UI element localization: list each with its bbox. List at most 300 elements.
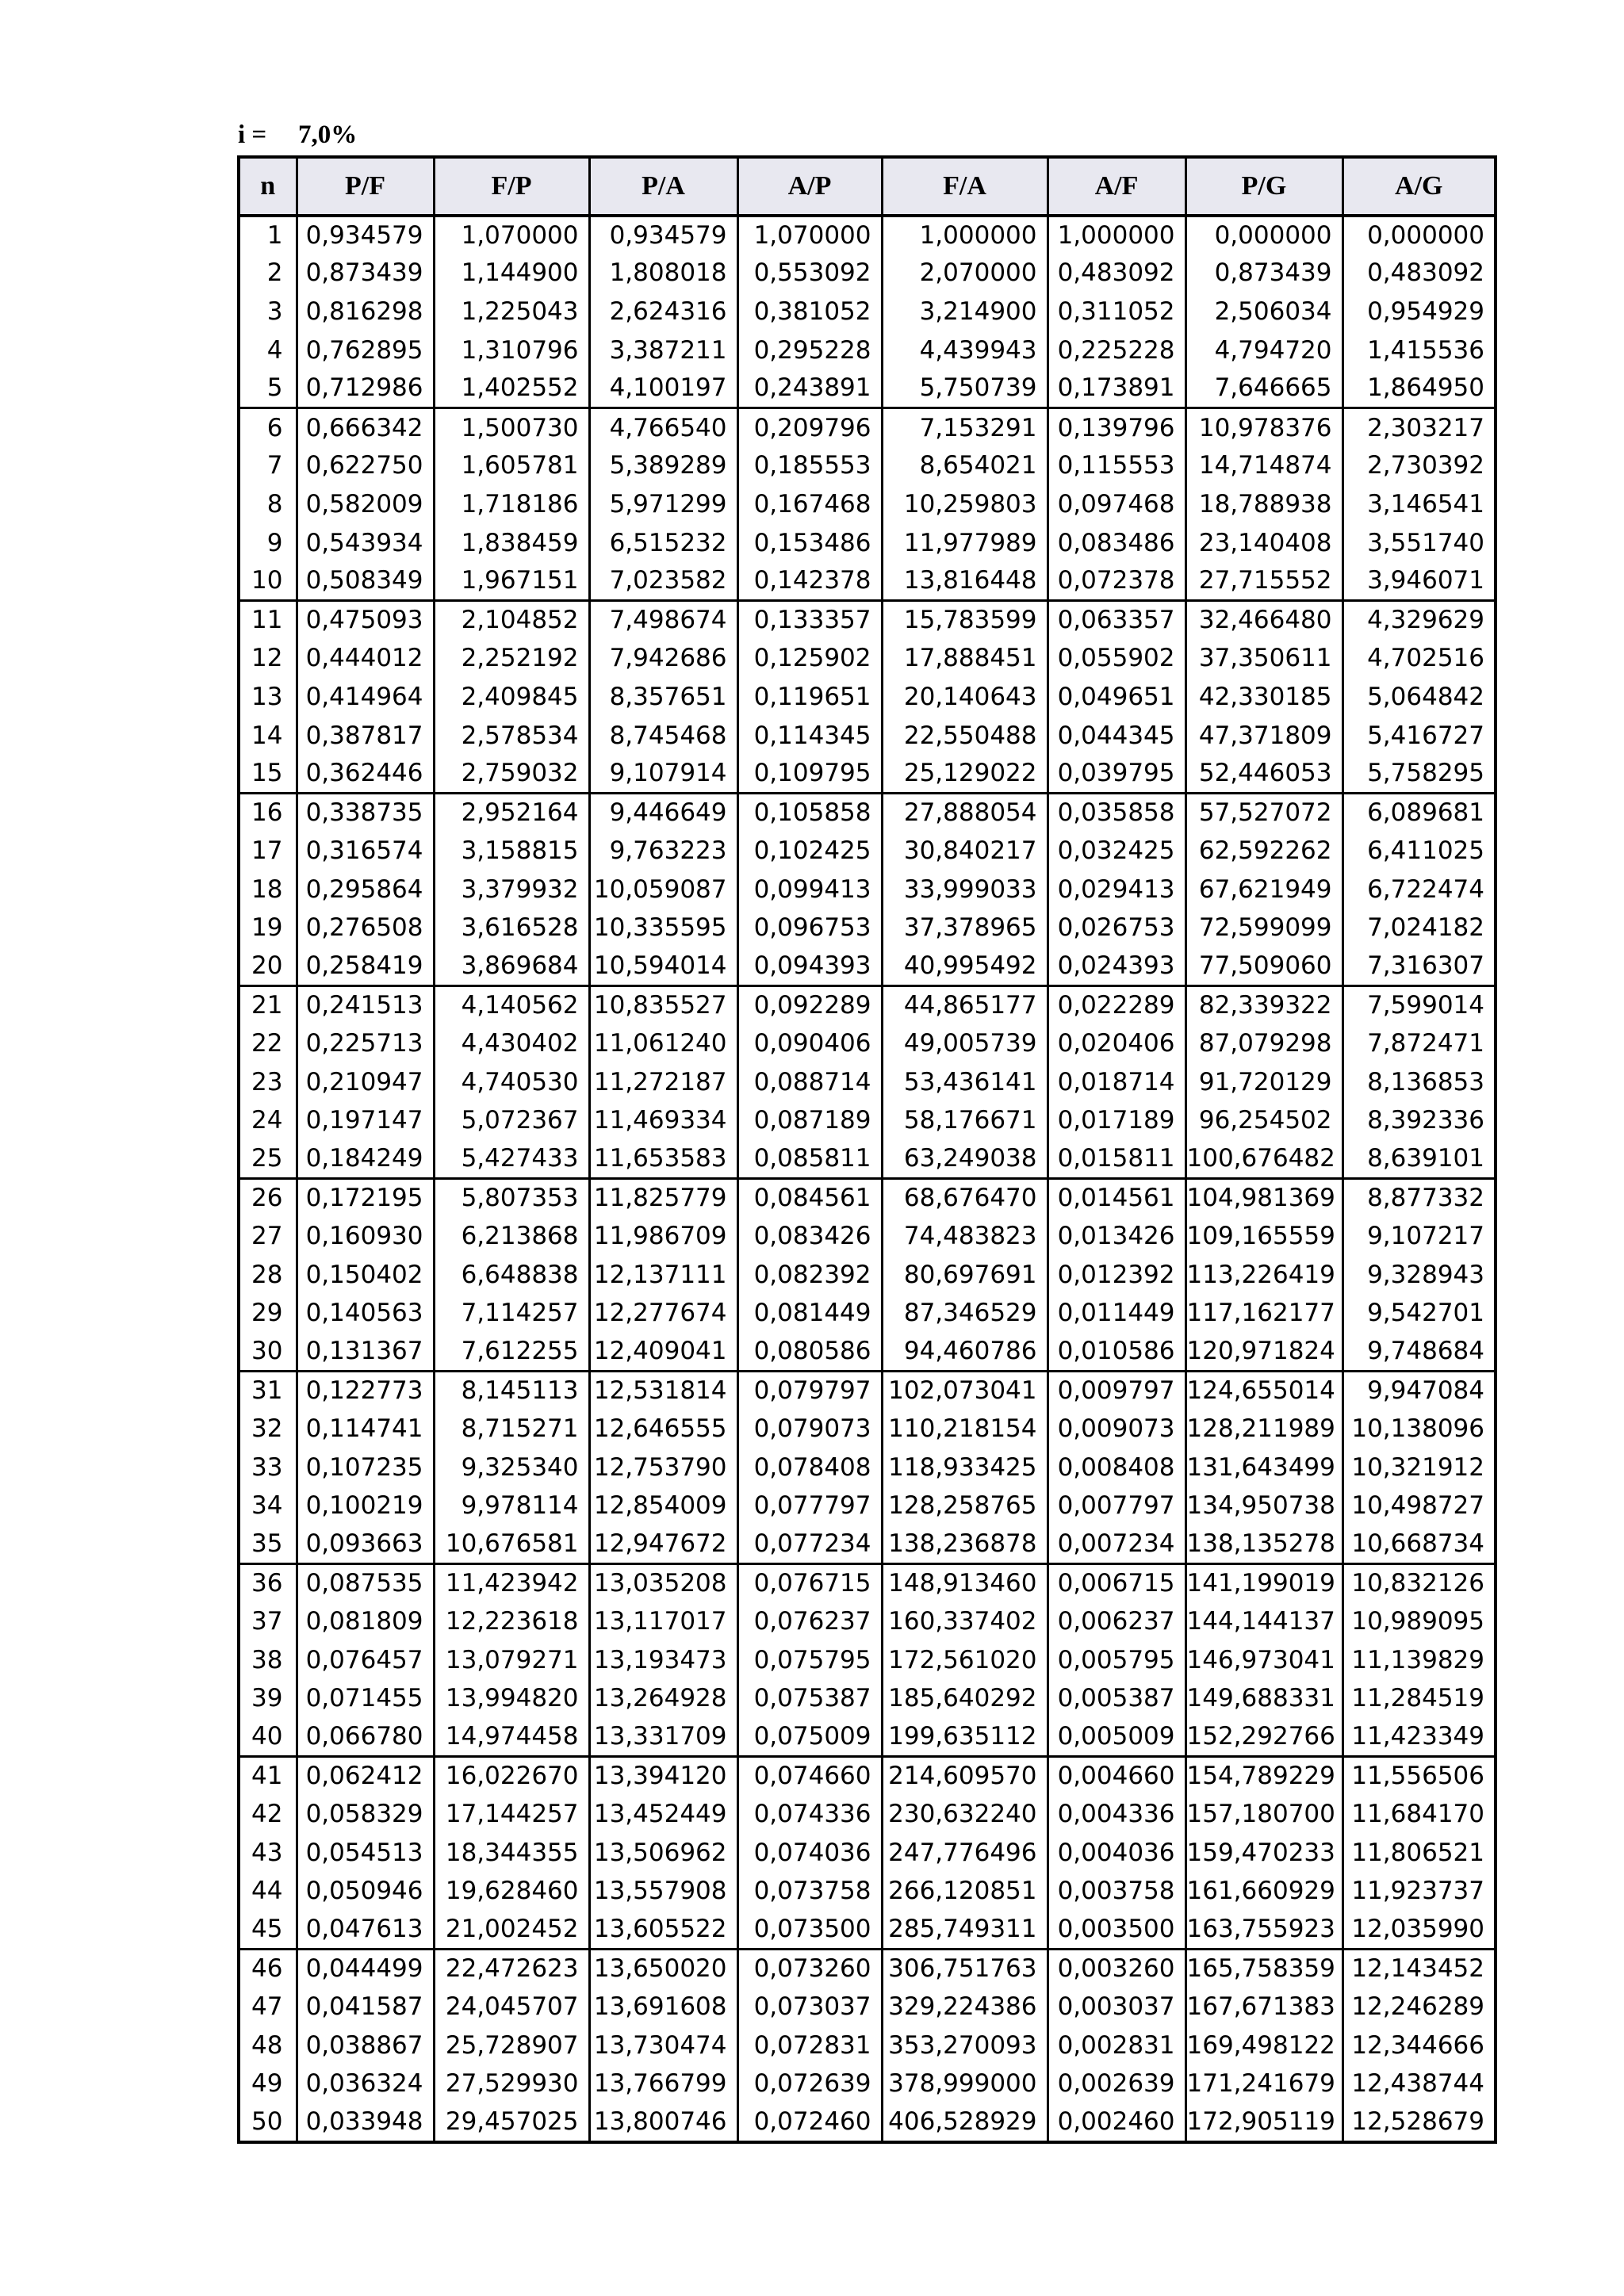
factor-cell: 13,557908: [589, 1873, 737, 1911]
factor-cell: 27,529930: [434, 2065, 589, 2104]
factor-cell: 0,077234: [737, 1525, 882, 1564]
period-cell: 6: [239, 408, 297, 447]
factor-cell: 96,254502: [1185, 1102, 1342, 1141]
table-row: [239, 216, 1496, 254]
factor-cell: 2,952164: [434, 794, 589, 832]
period-cell: 20: [239, 947, 297, 986]
factor-cell: 0,036324: [297, 2065, 434, 2104]
factor-cell: 63,249038: [882, 1140, 1048, 1179]
factor-cell: 5,971299: [589, 485, 737, 524]
factor-cell: 0,014561: [1048, 1179, 1185, 1218]
factor-cell: 0,081449: [737, 1295, 882, 1334]
period-cell: 19: [239, 909, 297, 948]
factor-cell: 0,210947: [297, 1063, 434, 1102]
factor-cell: 0,039795: [1048, 755, 1185, 794]
factor-cell: 0,029413: [1048, 871, 1185, 909]
factor-cell: 0,114345: [737, 717, 882, 756]
factor-cell: 18,344355: [434, 1834, 589, 1873]
period-cell: 38: [239, 1641, 297, 1680]
factor-cell: 0,004336: [1048, 1795, 1185, 1834]
factor-cell: 1,225043: [434, 293, 589, 331]
factor-cell: 131,643499: [1185, 1448, 1342, 1487]
period-cell: 34: [239, 1487, 297, 1526]
factor-cell: 0,934579: [297, 216, 434, 254]
period-cell: 27: [239, 1217, 297, 1256]
factor-cell: 9,978114: [434, 1487, 589, 1526]
factor-cell: 2,759032: [434, 755, 589, 794]
table-row: [239, 447, 1496, 486]
factor-cell: 138,135278: [1185, 1525, 1342, 1564]
factor-cell: 0,007797: [1048, 1487, 1185, 1526]
interest-rate-label: i =: [238, 121, 267, 149]
factor-cell: 1,000000: [1048, 216, 1185, 254]
factor-cell: 0,078408: [737, 1448, 882, 1487]
factor-cell: 0,167468: [737, 485, 882, 524]
factor-cell: 24,045707: [434, 1988, 589, 2026]
factor-cell: 0,020406: [1048, 1024, 1185, 1063]
factor-cell: 37,378965: [882, 909, 1048, 948]
table-row: [239, 1333, 1496, 1372]
factor-cell: 128,211989: [1185, 1410, 1342, 1448]
factor-cell: 7,114257: [434, 1295, 589, 1334]
table-row: [239, 1372, 1496, 1410]
factor-cell: 0,140563: [297, 1295, 434, 1334]
factor-cell: 0,004660: [1048, 1757, 1185, 1796]
factor-cell: 4,766540: [589, 408, 737, 447]
factor-cell: 0,387817: [297, 717, 434, 756]
factor-cell: 4,329629: [1342, 601, 1496, 640]
factor-cell: 0,054513: [297, 1834, 434, 1873]
table-row: [239, 717, 1496, 756]
factor-cell: 22,550488: [882, 717, 1048, 756]
factor-cell: 3,379932: [434, 871, 589, 909]
factor-cell: 8,136853: [1342, 1063, 1496, 1102]
factor-cell: 19,628460: [434, 1873, 589, 1911]
table-row: [239, 1217, 1496, 1256]
factor-cell: 0,093663: [297, 1525, 434, 1564]
factor-cell: 0,483092: [1048, 254, 1185, 293]
factor-cell: 0,012392: [1048, 1256, 1185, 1295]
factor-cell: 0,011449: [1048, 1295, 1185, 1334]
factor-cell: 10,138096: [1342, 1410, 1496, 1448]
period-cell: 29: [239, 1295, 297, 1334]
factor-cell: 10,498727: [1342, 1487, 1496, 1526]
factor-cell: 3,946071: [1342, 562, 1496, 601]
factor-cell: 0,006715: [1048, 1564, 1185, 1603]
factor-cell: 199,635112: [882, 1718, 1048, 1757]
period-cell: 36: [239, 1564, 297, 1603]
factor-cell: 0,079797: [737, 1372, 882, 1410]
factor-cell: 77,509060: [1185, 947, 1342, 986]
factor-cell: 7,646665: [1185, 369, 1342, 408]
factor-cell: 306,751763: [882, 1950, 1048, 1988]
factor-cell: 0,076457: [297, 1641, 434, 1680]
factor-cell: 148,913460: [882, 1564, 1048, 1603]
factor-cell: 144,144137: [1185, 1602, 1342, 1641]
factor-cell: 12,246289: [1342, 1988, 1496, 2026]
factor-cell: 0,063357: [1048, 601, 1185, 640]
factor-cell: 1,838459: [434, 524, 589, 563]
factor-cell: 0,873439: [297, 254, 434, 293]
period-cell: 14: [239, 717, 297, 756]
table-row: [239, 794, 1496, 832]
factor-cell: 8,745468: [589, 717, 737, 756]
factor-cell: 11,061240: [589, 1024, 737, 1063]
factor-cell: 0,049651: [1048, 678, 1185, 717]
factor-cell: 13,766799: [589, 2065, 737, 2104]
factor-cell: 13,394120: [589, 1757, 737, 1796]
factor-cell: 25,728907: [434, 2026, 589, 2065]
factor-cell: 0,003037: [1048, 1988, 1185, 2026]
table-row: [239, 1950, 1496, 1988]
period-cell: 49: [239, 2065, 297, 2104]
table-row: [239, 1487, 1496, 1526]
factor-cell: 11,272187: [589, 1063, 737, 1102]
table-row: [239, 1680, 1496, 1719]
factor-cell: 138,236878: [882, 1525, 1048, 1564]
factor-cell: 0,075387: [737, 1680, 882, 1719]
factor-cell: 0,009797: [1048, 1372, 1185, 1410]
factor-cell: 4,100197: [589, 369, 737, 408]
period-cell: 28: [239, 1256, 297, 1295]
factor-cell: 8,639101: [1342, 1140, 1496, 1179]
table-row: [239, 1757, 1496, 1796]
table-row: [239, 1795, 1496, 1834]
period-cell: 11: [239, 601, 297, 640]
factor-cell: 23,140408: [1185, 524, 1342, 563]
factor-cell: 4,140562: [434, 986, 589, 1025]
factor-cell: 3,158815: [434, 832, 589, 871]
factor-cell: 13,691608: [589, 1988, 737, 2026]
factor-cell: 0,073500: [737, 1911, 882, 1950]
factor-cell: 1,500730: [434, 408, 589, 447]
period-cell: 41: [239, 1757, 297, 1796]
factor-cell: 9,325340: [434, 1448, 589, 1487]
factor-cell: 4,430402: [434, 1024, 589, 1063]
factor-cell: 0,000000: [1342, 216, 1496, 254]
factor-cell: 2,070000: [882, 254, 1048, 293]
factor-cell: 0,071455: [297, 1680, 434, 1719]
factor-cell: 11,284519: [1342, 1680, 1496, 1719]
factor-cell: 9,107217: [1342, 1217, 1496, 1256]
factor-cell: 0,094393: [737, 947, 882, 986]
period-cell: 40: [239, 1718, 297, 1757]
factor-cell: 6,213868: [434, 1217, 589, 1256]
factor-cell: 47,371809: [1185, 717, 1342, 756]
factor-cell: 110,218154: [882, 1410, 1048, 1448]
factor-cell: 0,088714: [737, 1063, 882, 1102]
factor-cell: 10,594014: [589, 947, 737, 986]
factor-cell: 9,947084: [1342, 1372, 1496, 1410]
factor-cell: 13,994820: [434, 1680, 589, 1719]
factor-cell: 49,005739: [882, 1024, 1048, 1063]
factor-cell: 1,605781: [434, 447, 589, 486]
period-cell: 16: [239, 794, 297, 832]
factor-cell: 104,981369: [1185, 1179, 1342, 1218]
factor-cell: 0,073758: [737, 1873, 882, 1911]
table-header-row: [239, 157, 1496, 216]
factor-cell: 7,316307: [1342, 947, 1496, 986]
factor-cell: 0,100219: [297, 1487, 434, 1526]
factor-cell: 0,002831: [1048, 2026, 1185, 2065]
factor-cell: 11,986709: [589, 1217, 737, 1256]
factor-cell: 0,062412: [297, 1757, 434, 1796]
factor-cell: 6,515232: [589, 524, 737, 563]
factor-cell: 7,942686: [589, 640, 737, 679]
table-row: [239, 1140, 1496, 1179]
factor-cell: 3,616528: [434, 909, 589, 948]
factor-cell: 0,102425: [737, 832, 882, 871]
factor-cell: 8,145113: [434, 1372, 589, 1410]
factor-cell: 40,995492: [882, 947, 1048, 986]
factor-cell: 11,806521: [1342, 1834, 1496, 1873]
factor-cell: 0,075795: [737, 1641, 882, 1680]
factor-cell: 17,888451: [882, 640, 1048, 679]
period-cell: 12: [239, 640, 297, 679]
table-row: [239, 1256, 1496, 1295]
factor-cell: 0,079073: [737, 1410, 882, 1448]
table-row: [239, 755, 1496, 794]
factor-cell: 0,241513: [297, 986, 434, 1025]
factor-cell: 146,973041: [1185, 1641, 1342, 1680]
factor-cell: 13,605522: [589, 1911, 737, 1950]
factor-cell: 128,258765: [882, 1487, 1048, 1526]
factor-cell: 7,612255: [434, 1333, 589, 1372]
factor-cell: 0,114741: [297, 1410, 434, 1448]
period-cell: 13: [239, 678, 297, 717]
factor-cell: 0,816298: [297, 293, 434, 331]
factor-cell: 0,762895: [297, 331, 434, 370]
table-row: [239, 1410, 1496, 1448]
table-body: [239, 216, 1496, 2142]
period-cell: 35: [239, 1525, 297, 1564]
factor-cell: 29,457025: [434, 2103, 589, 2142]
factor-cell: 32,466480: [1185, 601, 1342, 640]
factor-cell: 0,083426: [737, 1217, 882, 1256]
factor-cell: 8,392336: [1342, 1102, 1496, 1141]
factor-cell: 171,241679: [1185, 2065, 1342, 2104]
factor-cell: 0,066780: [297, 1718, 434, 1757]
factor-cell: 12,753790: [589, 1448, 737, 1487]
factor-cell: 0,084561: [737, 1179, 882, 1218]
factor-cell: 353,270093: [882, 2026, 1048, 2065]
factor-cell: 0,073037: [737, 1988, 882, 2026]
factor-cell: 266,120851: [882, 1873, 1048, 1911]
factor-cell: 0,008408: [1048, 1448, 1185, 1487]
table-row: [239, 909, 1496, 948]
factor-cell: 10,259803: [882, 485, 1048, 524]
factor-cell: 1,402552: [434, 369, 589, 408]
factor-cell: 141,199019: [1185, 1564, 1342, 1603]
factor-cell: 160,337402: [882, 1602, 1048, 1641]
factor-cell: 74,483823: [882, 1217, 1048, 1256]
factor-cell: 25,129022: [882, 755, 1048, 794]
period-cell: 9: [239, 524, 297, 563]
interest-factor-table: [237, 155, 1497, 2144]
period-cell: 33: [239, 1448, 297, 1487]
factor-cell: 11,139829: [1342, 1641, 1496, 1680]
factor-cell: 0,133357: [737, 601, 882, 640]
period-cell: 22: [239, 1024, 297, 1063]
period-cell: 15: [239, 755, 297, 794]
factor-cell: 159,470233: [1185, 1834, 1342, 1873]
factor-cell: 13,331709: [589, 1718, 737, 1757]
period-cell: 7: [239, 447, 297, 486]
factor-cell: 0,024393: [1048, 947, 1185, 986]
factor-cell: 14,974458: [434, 1718, 589, 1757]
factor-cell: 4,702516: [1342, 640, 1496, 679]
factor-cell: 0,090406: [737, 1024, 882, 1063]
factor-cell: 0,072378: [1048, 562, 1185, 601]
factor-cell: 8,877332: [1342, 1179, 1496, 1218]
period-cell: 8: [239, 485, 297, 524]
factor-cell: 0,150402: [297, 1256, 434, 1295]
factor-cell: 0,015811: [1048, 1140, 1185, 1179]
factor-cell: 0,362446: [297, 755, 434, 794]
factor-cell: 13,506962: [589, 1834, 737, 1873]
factor-cell: 0,172195: [297, 1179, 434, 1218]
factor-cell: 6,089681: [1342, 794, 1496, 832]
factor-cell: 0,243891: [737, 369, 882, 408]
factor-cell: 7,153291: [882, 408, 1048, 447]
factor-cell: 0,072639: [737, 2065, 882, 2104]
factor-cell: 120,971824: [1185, 1333, 1342, 1372]
factor-cell: 154,789229: [1185, 1757, 1342, 1796]
factor-cell: 0,004036: [1048, 1834, 1185, 1873]
factor-cell: 0,173891: [1048, 369, 1185, 408]
factor-cell: 10,335595: [589, 909, 737, 948]
factor-cell: 14,714874: [1185, 447, 1342, 486]
factor-cell: 124,655014: [1185, 1372, 1342, 1410]
factor-cell: 53,436141: [882, 1063, 1048, 1102]
factor-cell: 2,506034: [1185, 293, 1342, 331]
factor-cell: 0,032425: [1048, 832, 1185, 871]
factor-cell: 0,005009: [1048, 1718, 1185, 1757]
factor-cell: 0,105858: [737, 794, 882, 832]
table-row: [239, 331, 1496, 370]
factor-cell: 27,888054: [882, 794, 1048, 832]
factor-cell: 87,079298: [1185, 1024, 1342, 1063]
factor-cell: 0,022289: [1048, 986, 1185, 1025]
period-cell: 43: [239, 1834, 297, 1873]
table-row: [239, 1102, 1496, 1141]
table-row: [239, 1564, 1496, 1603]
factor-cell: 0,115553: [1048, 447, 1185, 486]
factor-cell: 68,676470: [882, 1179, 1048, 1218]
factor-cell: 165,758359: [1185, 1950, 1342, 1988]
period-cell: 10: [239, 562, 297, 601]
factor-cell: 2,409845: [434, 678, 589, 717]
period-cell: 37: [239, 1602, 297, 1641]
period-cell: 4: [239, 331, 297, 370]
factor-cell: 161,660929: [1185, 1873, 1342, 1911]
factor-cell: 0,035858: [1048, 794, 1185, 832]
column-header: P/A: [589, 157, 737, 216]
factor-cell: 17,144257: [434, 1795, 589, 1834]
factor-cell: 30,840217: [882, 832, 1048, 871]
factor-cell: 67,621949: [1185, 871, 1342, 909]
factor-cell: 0,381052: [737, 293, 882, 331]
factor-cell: 0,047613: [297, 1911, 434, 1950]
factor-cell: 13,079271: [434, 1641, 589, 1680]
factor-cell: 0,041587: [297, 1988, 434, 2026]
factor-cell: 13,816448: [882, 562, 1048, 601]
factor-cell: 0,003500: [1048, 1911, 1185, 1950]
factor-cell: 0,077797: [737, 1487, 882, 1526]
table-row: [239, 986, 1496, 1025]
factor-cell: 3,146541: [1342, 485, 1496, 524]
factor-cell: 0,954929: [1342, 293, 1496, 331]
period-cell: 1: [239, 216, 297, 254]
period-cell: 32: [239, 1410, 297, 1448]
factor-cell: 9,328943: [1342, 1256, 1496, 1295]
factor-cell: 0,258419: [297, 947, 434, 986]
factor-cell: 0,295864: [297, 871, 434, 909]
period-cell: 25: [239, 1140, 297, 1179]
interest-rate: [238, 121, 357, 150]
table-row: [239, 678, 1496, 717]
factor-cell: 0,006237: [1048, 1602, 1185, 1641]
factor-cell: 80,697691: [882, 1256, 1048, 1295]
factor-cell: 7,498674: [589, 601, 737, 640]
column-header: F/P: [434, 157, 589, 216]
factor-cell: 406,528929: [882, 2103, 1048, 2142]
factor-cell: 0,002460: [1048, 2103, 1185, 2142]
factor-cell: 5,427433: [434, 1140, 589, 1179]
factor-cell: 0,153486: [737, 524, 882, 563]
factor-cell: 5,064842: [1342, 678, 1496, 717]
factor-cell: 0,444012: [297, 640, 434, 679]
factor-cell: 0,005387: [1048, 1680, 1185, 1719]
table-row: [239, 1525, 1496, 1564]
factor-cell: 3,387211: [589, 331, 737, 370]
period-cell: 17: [239, 832, 297, 871]
table-row: [239, 601, 1496, 640]
column-header: n: [239, 157, 297, 216]
factor-cell: 0,044345: [1048, 717, 1185, 756]
factor-cell: 0,009073: [1048, 1410, 1185, 1448]
factor-cell: 102,073041: [882, 1372, 1048, 1410]
factor-cell: 72,599099: [1185, 909, 1342, 948]
factor-cell: 0,082392: [737, 1256, 882, 1295]
factor-cell: 2,624316: [589, 293, 737, 331]
factor-cell: 10,832126: [1342, 1564, 1496, 1603]
factor-cell: 13,452449: [589, 1795, 737, 1834]
factor-cell: 329,224386: [882, 1988, 1048, 2026]
factor-cell: 27,715552: [1185, 562, 1342, 601]
table-row: [239, 1834, 1496, 1873]
factor-cell: 0,119651: [737, 678, 882, 717]
factor-cell: 7,023582: [589, 562, 737, 601]
factor-cell: 57,527072: [1185, 794, 1342, 832]
factor-cell: 0,013426: [1048, 1217, 1185, 1256]
period-cell: 3: [239, 293, 297, 331]
factor-cell: 11,556506: [1342, 1757, 1496, 1796]
factor-cell: 0,508349: [297, 562, 434, 601]
factor-cell: 8,654021: [882, 447, 1048, 486]
factor-cell: 12,528679: [1342, 2103, 1496, 2142]
factor-cell: 87,346529: [882, 1295, 1048, 1334]
table-row: [239, 1063, 1496, 1102]
factor-cell: 10,989095: [1342, 1602, 1496, 1641]
factor-cell: 0,080586: [737, 1333, 882, 1372]
factor-cell: 15,783599: [882, 601, 1048, 640]
factor-cell: 0,582009: [297, 485, 434, 524]
factor-cell: 0,338735: [297, 794, 434, 832]
factor-cell: 0,017189: [1048, 1102, 1185, 1141]
factor-cell: 0,003758: [1048, 1873, 1185, 1911]
period-cell: 48: [239, 2026, 297, 2065]
